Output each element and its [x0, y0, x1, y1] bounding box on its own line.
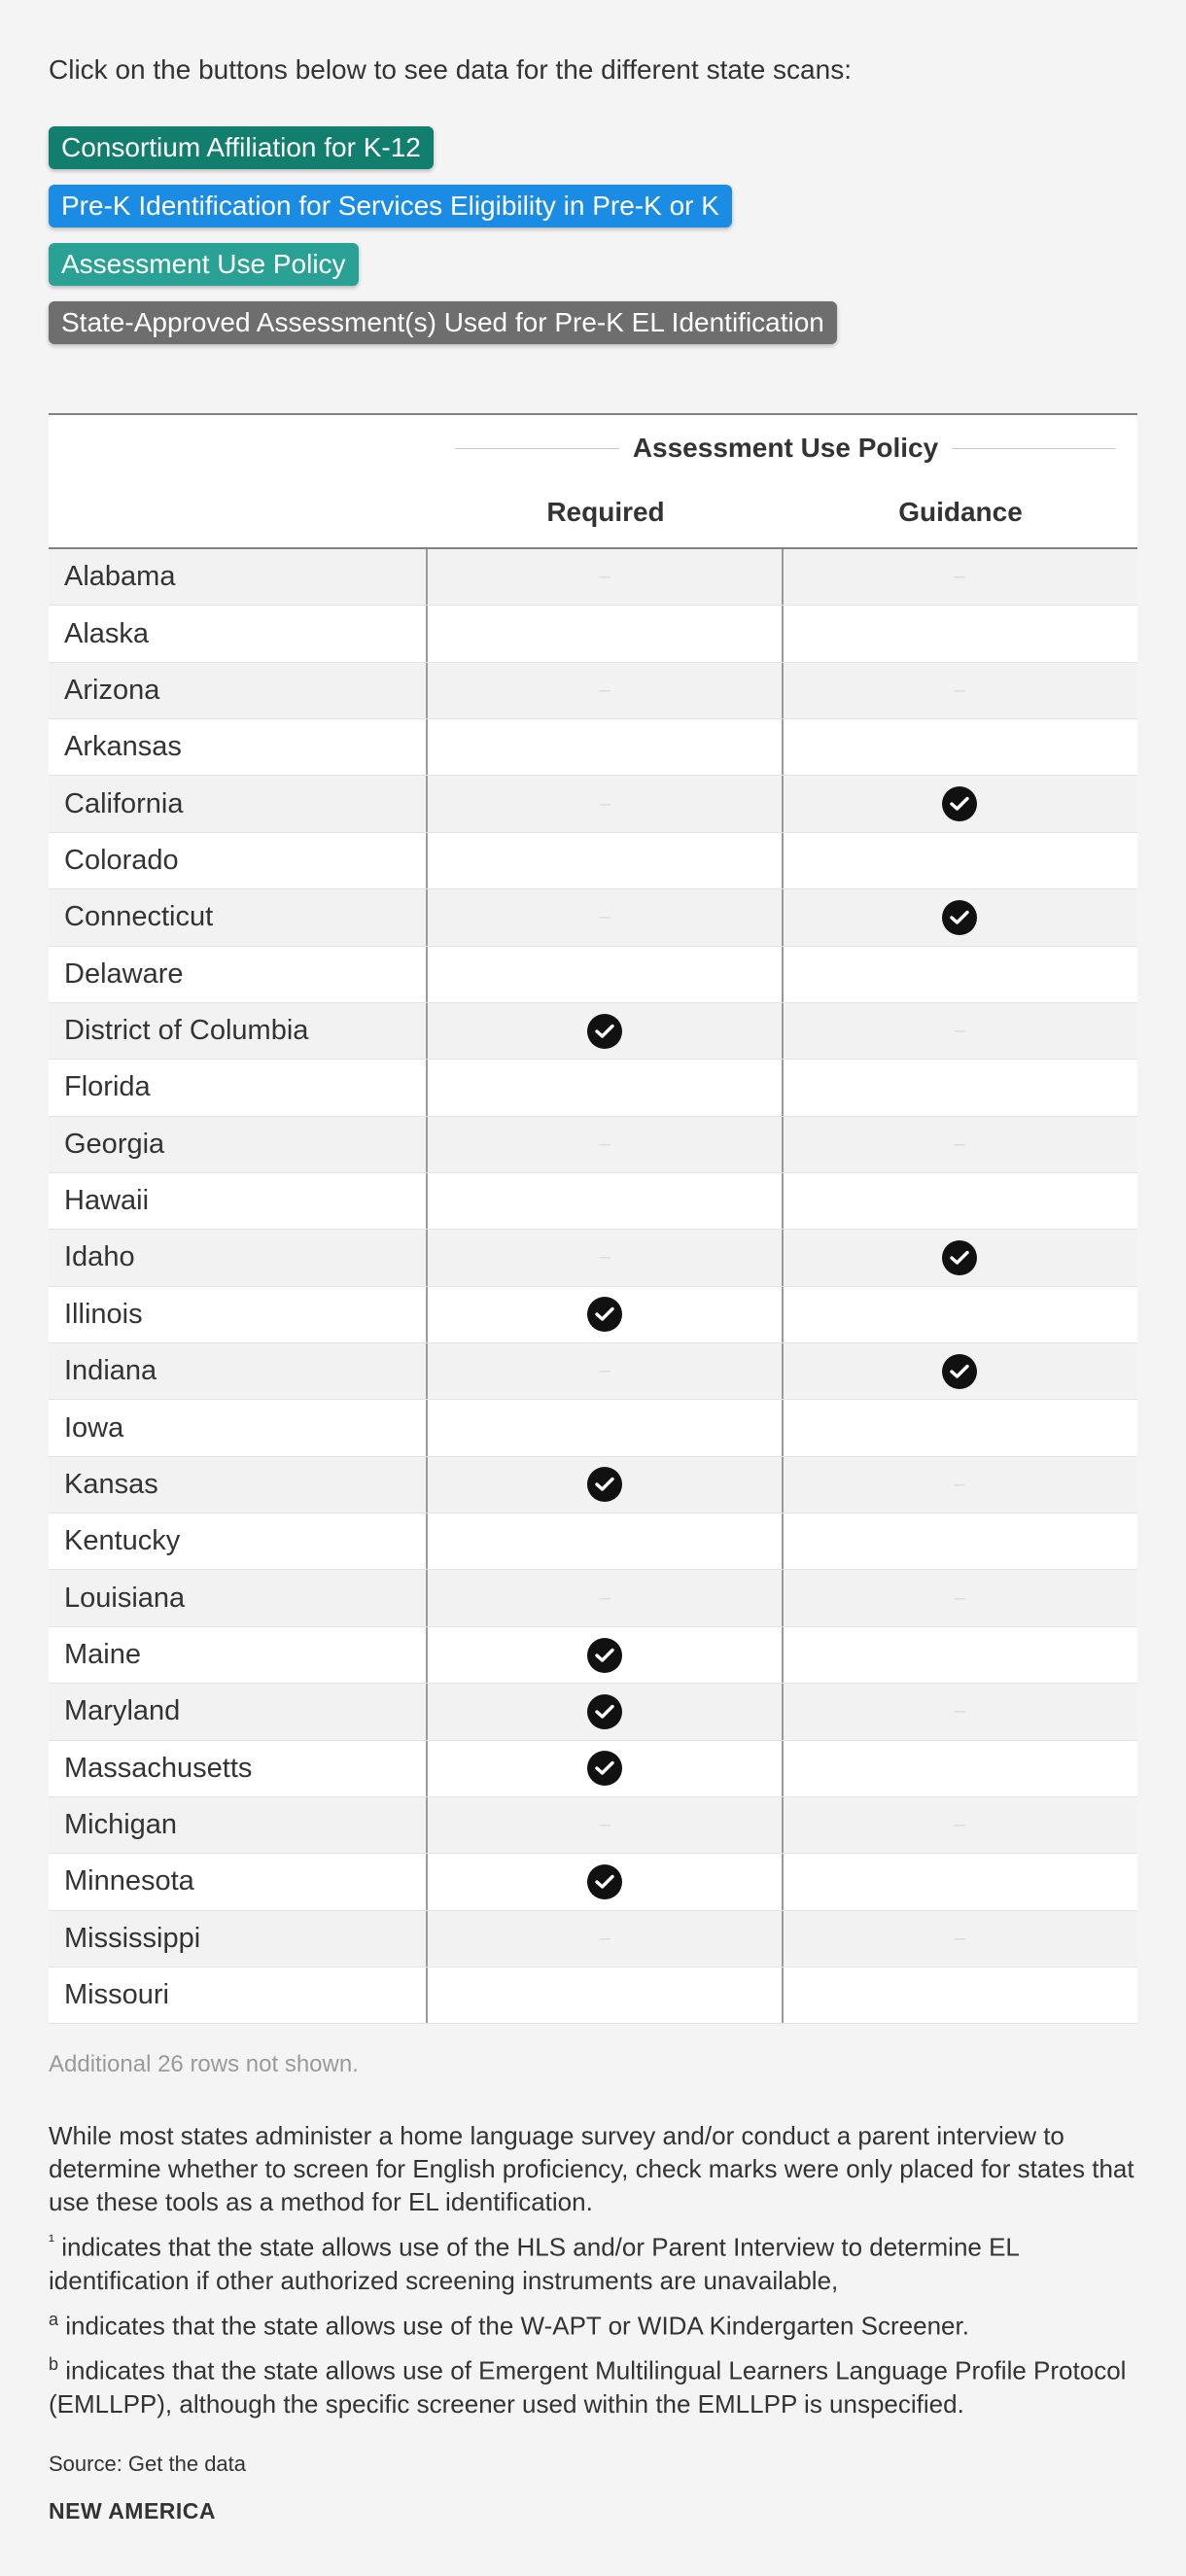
required-cell: [428, 1627, 784, 1683]
state-name: Kansas: [49, 1457, 428, 1513]
dash-icon: –: [599, 1132, 610, 1155]
required-cell: [428, 1967, 784, 2023]
check-icon: [942, 786, 977, 821]
dash-icon: –: [954, 1586, 965, 1609]
state-name: Arizona: [49, 663, 428, 718]
dash-icon: –: [599, 792, 610, 815]
required-cell: [428, 1514, 784, 1569]
table-row: [49, 1117, 1137, 1173]
required-cell: [428, 889, 784, 945]
check-icon: [587, 1467, 622, 1502]
dash-icon: –: [599, 1814, 610, 1836]
state-name: Iowa: [49, 1400, 428, 1455]
dash-icon: –: [954, 566, 965, 588]
guidance-cell: [784, 947, 1135, 1002]
guidance-cell: [784, 719, 1135, 775]
dash-icon: –: [954, 1700, 965, 1723]
guidance-cell: [784, 1741, 1135, 1796]
table-header: [49, 415, 1137, 549]
footnote-text: indicates that the state allows use of the W-APT or WIDA Kindergarten Screener.: [58, 2311, 969, 2341]
state-name: Louisiana: [49, 1570, 428, 1625]
state-name: Minnesota: [49, 1854, 428, 1909]
required-cell: [428, 1400, 784, 1455]
state-name: California: [49, 776, 428, 831]
table-row: [49, 663, 1137, 719]
scan-button-1[interactable]: Pre-K Identification for Services Eligibility in Pre-K or K: [49, 185, 732, 227]
dash-icon: –: [599, 1246, 610, 1269]
brand-logo-text: NEW AMERICA: [49, 2498, 217, 2524]
state-name: Indiana: [49, 1343, 428, 1399]
footnote-text: While most states administer a home language survey and/or conduct a parent interview to determine whether to screen for English proficiency, check marks were only placed for states that use these tools as a method for EL identification.: [49, 2121, 1134, 2216]
required-cell: [428, 719, 784, 775]
group-header-label: Assessment Use Policy: [632, 433, 939, 463]
check-icon: [942, 900, 977, 935]
required-cell: [428, 833, 784, 888]
table-row: [49, 1797, 1137, 1854]
dash-icon: –: [599, 906, 610, 928]
state-name: Delaware: [49, 947, 428, 1002]
footnote: [49, 2348, 1142, 2420]
required-cell: [428, 776, 784, 831]
required-cell: [428, 1173, 784, 1229]
check-icon: [587, 1014, 622, 1049]
guidance-cell: [784, 1173, 1135, 1229]
table-row: [49, 1173, 1137, 1230]
state-name: Maine: [49, 1627, 428, 1683]
footnote-text: indicates that the state allows use of the HLS and/or Parent Interview to determine EL identification if other authorized screening instruments are unavailable,: [49, 2232, 1019, 2295]
check-icon: [587, 1751, 622, 1786]
state-name: Colorado: [49, 833, 428, 888]
dash-icon: –: [599, 1927, 610, 1949]
state-name: Missouri: [49, 1967, 428, 2023]
guidance-cell: [784, 1514, 1135, 1569]
guidance-cell: [784, 1400, 1135, 1455]
required-cell: [428, 663, 784, 718]
required-cell: [428, 1060, 784, 1115]
footnotes: [49, 2119, 1142, 2426]
guidance-cell: [784, 1570, 1135, 1625]
guidance-cell: [784, 1003, 1135, 1059]
table-row: [49, 1854, 1137, 1910]
required-cell: [428, 549, 784, 605]
table-row: [49, 776, 1137, 832]
required-cell: [428, 1741, 784, 1796]
required-cell: [428, 1117, 784, 1172]
table-row: [49, 719, 1137, 776]
required-cell: [428, 1343, 784, 1399]
guidance-cell: [784, 1797, 1135, 1853]
state-name: Alaska: [49, 606, 428, 661]
table-row: [49, 1230, 1137, 1286]
table-row: [49, 1457, 1137, 1514]
guidance-cell: [784, 1967, 1135, 2023]
dash-icon: –: [954, 1020, 965, 1042]
guidance-cell: [784, 1343, 1135, 1399]
state-name: Arkansas: [49, 719, 428, 775]
guidance-cell: [784, 1287, 1135, 1342]
check-icon: [587, 1638, 622, 1673]
guidance-cell: [784, 776, 1135, 831]
state-table: [49, 413, 1137, 2024]
table-row: [49, 1400, 1137, 1456]
check-icon: [587, 1297, 622, 1332]
state-name: Hawaii: [49, 1173, 428, 1229]
table-row: [49, 889, 1137, 946]
required-cell: [428, 1230, 784, 1285]
required-cell: [428, 1911, 784, 1967]
state-name: Kentucky: [49, 1514, 428, 1569]
footnote-marker: b: [49, 2354, 59, 2375]
state-name: Florida: [49, 1060, 428, 1115]
dash-icon: –: [599, 566, 610, 588]
required-cell: [428, 1854, 784, 1909]
table-body: [49, 549, 1137, 2024]
check-icon: [942, 1354, 977, 1389]
dash-icon: –: [954, 1132, 965, 1155]
table-row: [49, 1060, 1137, 1116]
dash-icon: –: [954, 1473, 965, 1495]
guidance-cell: [784, 549, 1135, 605]
guidance-cell: [784, 606, 1135, 661]
column-header-guidance[interactable]: Guidance: [898, 497, 1023, 527]
footnote: [49, 2119, 1142, 2218]
intro-text: Click on the buttons below to see data for the different state scans:: [49, 54, 852, 85]
scan-button-3[interactable]: State-Approved Assessment(s) Used for Pre-K EL Identification: [49, 301, 837, 344]
check-icon: [587, 1694, 622, 1729]
guidance-cell: [784, 1117, 1135, 1172]
header-rule-left: [455, 448, 619, 449]
state-name: Illinois: [49, 1287, 428, 1342]
table-row: [49, 1967, 1137, 2024]
state-name: Alabama: [49, 549, 428, 605]
table-row: [49, 1627, 1137, 1684]
table-row: [49, 1911, 1137, 1967]
footnote-text: indicates that the state allows use of Emergent Multilingual Learners Language Profile Protocol (EMLLPP), although the specific screener used within the EMLLPP is unspecified.: [49, 2355, 1127, 2419]
state-name: Idaho: [49, 1230, 428, 1285]
required-cell: [428, 606, 784, 661]
guidance-cell: [784, 1627, 1135, 1683]
table-row: [49, 1741, 1137, 1797]
table-row: [49, 833, 1137, 889]
footnote-marker: ¹: [49, 2231, 54, 2250]
guidance-cell: [784, 1911, 1135, 1967]
guidance-cell: [784, 663, 1135, 718]
check-icon: [587, 1864, 622, 1899]
required-cell: [428, 1797, 784, 1853]
guidance-cell: [784, 1684, 1135, 1739]
dash-icon: –: [954, 1814, 965, 1836]
dash-icon: –: [599, 1360, 610, 1382]
table-row: [49, 549, 1137, 606]
state-name: Mississippi: [49, 1911, 428, 1967]
state-name: Massachusetts: [49, 1741, 428, 1796]
source-link[interactable]: Source: Get the data: [49, 2452, 247, 2476]
state-name: Georgia: [49, 1117, 428, 1172]
scan-button-2[interactable]: Assessment Use Policy: [49, 243, 359, 286]
check-icon: [942, 1240, 977, 1275]
state-name: Maryland: [49, 1684, 428, 1739]
required-cell: [428, 1684, 784, 1739]
dash-icon: –: [954, 1927, 965, 1949]
required-cell: [428, 1570, 784, 1625]
dash-icon: –: [599, 1586, 610, 1609]
required-cell: [428, 947, 784, 1002]
group-header: [455, 433, 1116, 464]
required-cell: [428, 1003, 784, 1059]
dash-icon: –: [599, 679, 610, 701]
state-name: Connecticut: [49, 889, 428, 945]
guidance-cell: [784, 1854, 1135, 1909]
state-name: District of Columbia: [49, 1003, 428, 1059]
column-header-required[interactable]: Required: [546, 497, 665, 527]
table-row: [49, 1003, 1137, 1060]
table-row: [49, 1684, 1137, 1740]
footnote: [49, 2224, 1142, 2297]
table-row: [49, 606, 1137, 662]
table-row: [49, 947, 1137, 1003]
table-row: [49, 1514, 1137, 1570]
guidance-cell: [784, 1060, 1135, 1115]
additional-rows-note: Additional 26 rows not shown.: [49, 2051, 359, 2077]
table-row: [49, 1570, 1137, 1626]
scan-button-group: [49, 126, 837, 360]
footnote: [49, 2303, 1142, 2343]
table-row: [49, 1287, 1137, 1343]
dash-icon: –: [954, 679, 965, 701]
header-rule-right: [952, 448, 1116, 449]
table-row: [49, 1343, 1137, 1400]
guidance-cell: [784, 833, 1135, 888]
guidance-cell: [784, 1457, 1135, 1513]
scan-button-0[interactable]: Consortium Affiliation for K-12: [49, 126, 434, 169]
required-cell: [428, 1287, 784, 1342]
guidance-cell: [784, 889, 1135, 945]
guidance-cell: [784, 1230, 1135, 1285]
required-cell: [428, 1457, 784, 1513]
state-name: Michigan: [49, 1797, 428, 1853]
footnote-marker: a: [49, 2309, 59, 2329]
